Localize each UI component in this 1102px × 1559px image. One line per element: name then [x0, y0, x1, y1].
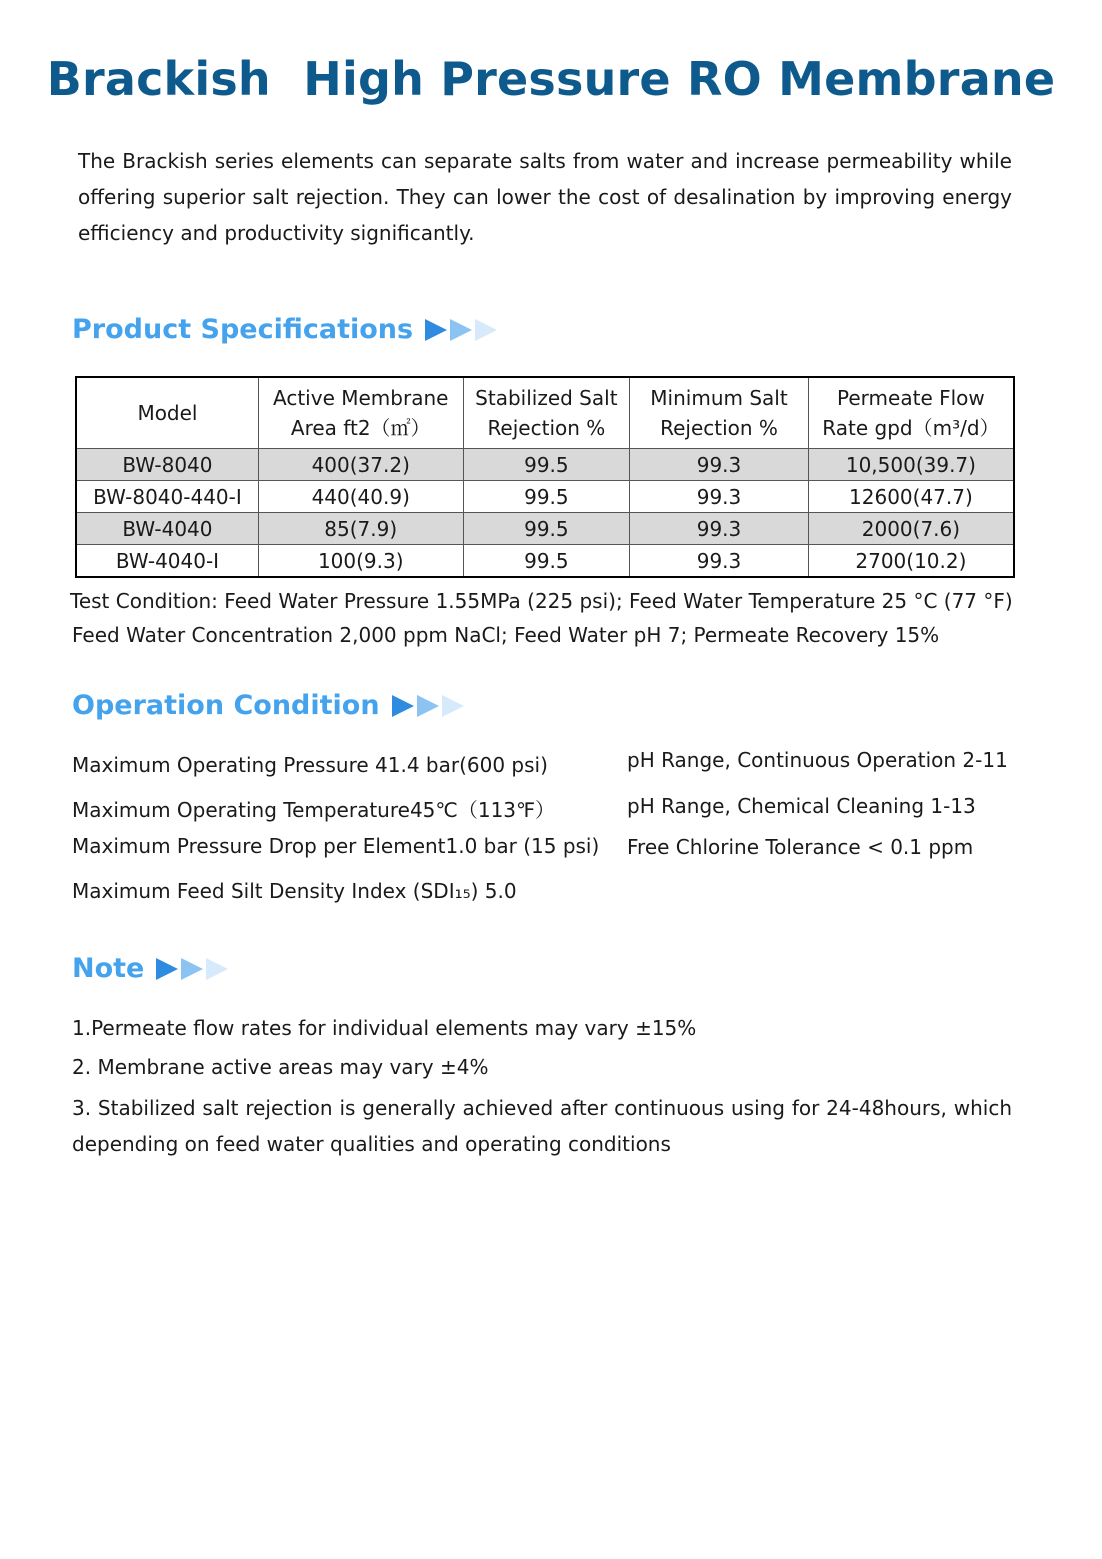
- test-condition-line: Test Condition: Feed Water Pressure 1.55MPa (225 psi); Feed Water Temperature 25 °C (77 °F): [70, 589, 1013, 613]
- triple-arrow-icon: [425, 319, 497, 341]
- test-condition-line: Feed Water Concentration 2,000 ppm NaCl; Feed Water pH 7; Permeate Recovery 15%: [72, 623, 940, 647]
- triple-arrow-icon: [156, 958, 228, 980]
- table-cell: 99.3: [630, 449, 809, 481]
- header-active-area: Active Membrane Area ft2（㎡）: [258, 377, 463, 449]
- section-heading-specs: [72, 314, 497, 345]
- table-cell: 10,500(39.7): [808, 449, 1014, 481]
- table-cell: BW-8040: [76, 449, 258, 481]
- header-stabilized-rejection: Stabilized Salt Rejection %: [463, 377, 630, 449]
- table-cell: 99.3: [630, 481, 809, 513]
- table-cell: 85(7.9): [258, 513, 463, 545]
- table-header-row: [76, 377, 1014, 449]
- section-heading-label: Note: [72, 953, 145, 984]
- table-cell: 12600(47.7): [808, 481, 1014, 513]
- table-cell: 99.5: [463, 513, 630, 545]
- table-cell: 100(9.3): [258, 545, 463, 578]
- table-cell: BW-4040: [76, 513, 258, 545]
- page-title: Brackish High Pressure RO Membrane: [46, 52, 1056, 106]
- table-cell: 440(40.9): [258, 481, 463, 513]
- table-cell: 99.5: [463, 449, 630, 481]
- section-heading-label: Product Specifications: [72, 314, 414, 345]
- operation-item: Maximum Operating Temperature45℃（113℉）: [72, 798, 556, 822]
- intro-paragraph: The Brackish series elements can separate salts from water and increase permeability while offering superior salt rejection. They can lower the cost of desalination by improving energy efficiency and productivity significantly.: [78, 149, 1012, 245]
- table-cell: 99.3: [630, 545, 809, 578]
- note-item: 2. Membrane active areas may vary ±4%: [72, 1055, 489, 1079]
- table-cell: BW-4040-I: [76, 545, 258, 578]
- operation-item: pH Range, Chemical Cleaning 1-13: [627, 794, 976, 818]
- header-permeate-flow: Permeate Flow Rate gpd（m³/d）: [808, 377, 1014, 449]
- header-minimum-rejection: Minimum Salt Rejection %: [630, 377, 809, 449]
- table-cell: 99.3: [630, 513, 809, 545]
- table-row: [76, 449, 1014, 481]
- section-heading-label: Operation Condition: [72, 690, 380, 721]
- table-cell: 400(37.2): [258, 449, 463, 481]
- triple-arrow-icon: [392, 695, 464, 717]
- note-item: 3. Stabilized salt rejection is generally achieved after continuous using for 24-48hours, which depending on feed water qualities and operating conditions: [72, 1096, 1012, 1156]
- table-cell: 99.5: [463, 481, 630, 513]
- section-heading-operation: [72, 690, 464, 721]
- operation-item: Maximum Operating Pressure 41.4 bar(600 psi): [72, 753, 548, 777]
- header-model: Model: [76, 377, 258, 449]
- operation-item: Maximum Pressure Drop per Element1.0 bar (15 psi): [72, 834, 600, 858]
- table-row: [76, 481, 1014, 513]
- table-cell: 99.5: [463, 545, 630, 578]
- operation-item: Maximum Feed Silt Density Index (SDI₁₅) 5.0: [72, 879, 517, 903]
- operation-item: Free Chlorine Tolerance < 0.1 ppm: [627, 835, 974, 859]
- spec-table: [75, 376, 1015, 578]
- operation-item: pH Range, Continuous Operation 2-11: [627, 748, 1008, 772]
- table-cell: 2700(10.2): [808, 545, 1014, 578]
- section-heading-note: [72, 953, 228, 984]
- note-item: 1.Permeate flow rates for individual elements may vary ±15%: [72, 1016, 697, 1040]
- table-row: [76, 513, 1014, 545]
- table-cell: 2000(7.6): [808, 513, 1014, 545]
- table-row: [76, 545, 1014, 578]
- table-cell: BW-8040-440-I: [76, 481, 258, 513]
